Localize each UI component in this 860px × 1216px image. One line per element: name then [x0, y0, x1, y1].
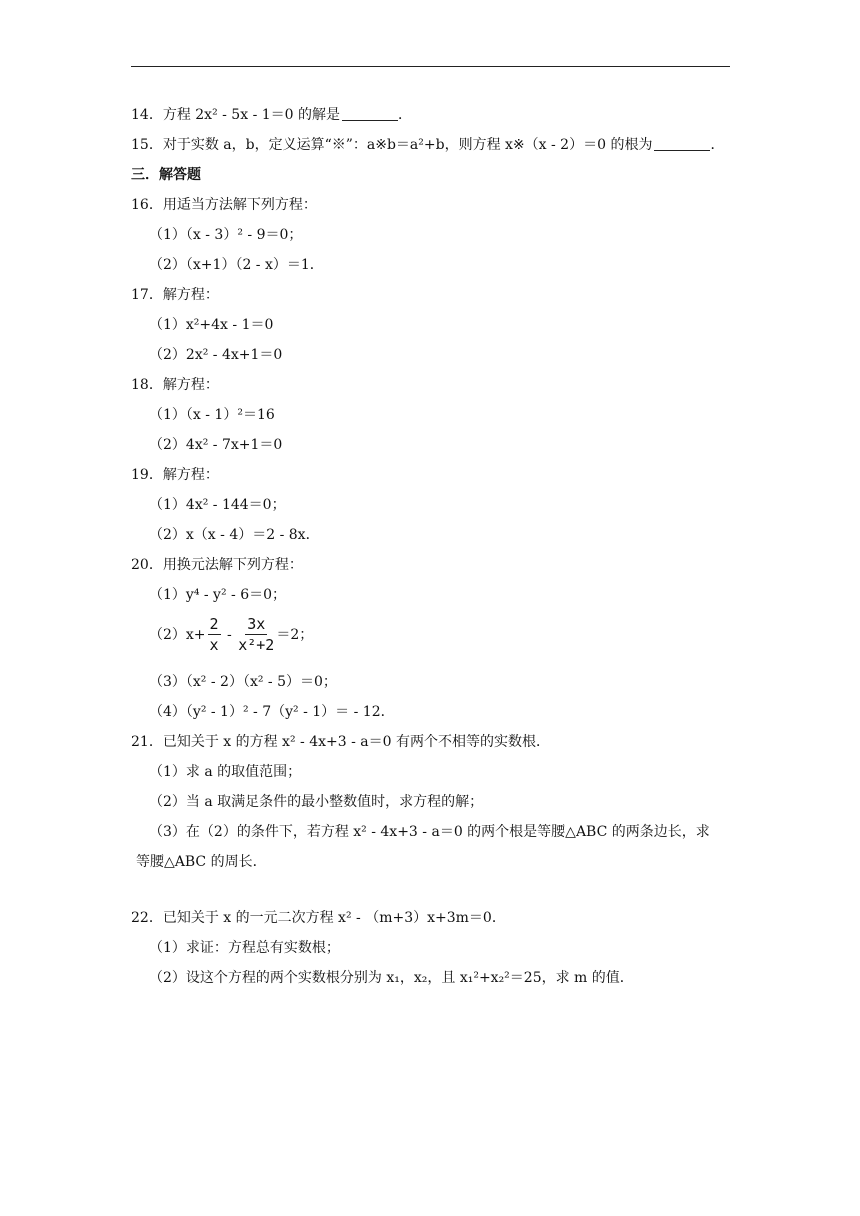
question-line-section3 — [131, 165, 201, 185]
question-20-part-2 — [149, 614, 313, 656]
question-text: 等腰△ABC 的周长． — [136, 854, 267, 870]
header-rule — [131, 66, 730, 67]
question-text: （1）求 a 的取值范围； — [149, 764, 302, 780]
question-line-q21-2 — [149, 792, 483, 812]
question-text: （1）求证：方程总有实数根； — [149, 940, 340, 956]
answer-blank[interactable] — [654, 136, 710, 151]
q20-2-prefix: （2）x+ — [149, 627, 206, 643]
q20-2-suffix: ＝2； — [276, 627, 314, 643]
question-text: 20．用换元法解下列方程： — [131, 557, 303, 573]
question-text: （1）y⁴ - y² - 6＝0； — [149, 587, 287, 603]
question-line-q19-2 — [149, 525, 320, 545]
question-text: （4）（y² - 1）² - 7（y² - 1）＝ - 12． — [149, 704, 395, 720]
question-line-q18-1 — [149, 405, 275, 425]
question-line-q21-3b — [136, 852, 267, 872]
question-text: （1）（x - 3）² - 9＝0； — [149, 227, 303, 243]
question-line-q16-1 — [149, 225, 302, 245]
question-text: （2）设这个方程的两个实数根分别为 x₁，x₂，且 x₁²+x₂²＝25，求 m 的值． — [149, 970, 634, 986]
fraction-denominator: x²+2 — [238, 636, 275, 654]
question-line-q15 — [131, 135, 724, 155]
question-line-q20-4 — [149, 702, 395, 722]
question-line-q22-1 — [149, 938, 340, 958]
question-text: （1）4x² - 144＝0； — [149, 497, 286, 513]
question-text: 15．对于实数 a，b，定义运算“※”：a※b＝a²+b，则方程 x※（x - 2）＝0 的根为 — [131, 137, 653, 153]
question-text: （3）（x² - 2）（x² - 5）＝0； — [149, 674, 337, 690]
fraction-denominator: x — [209, 636, 219, 654]
question-text: （2）4x² - 7x+1＝0 — [149, 437, 283, 453]
fraction-3x-over-x2-plus-2 — [238, 616, 274, 654]
question-line-q19-1 — [149, 495, 286, 515]
trailing-punctuation: ． — [710, 137, 725, 153]
question-text: （1）x²+4x - 1＝0 — [149, 317, 274, 333]
question-text: 21．已知关于 x 的方程 x² - 4x+3 - a＝0 有两个不相等的实数根． — [131, 734, 550, 750]
question-text: （2）当 a 取满足条件的最小整数值时，求方程的解； — [149, 794, 484, 810]
question-line-q20-3 — [149, 672, 337, 692]
question-line-q22-2 — [149, 968, 634, 988]
question-text: （3）在（2）的条件下，若方程 x² - 4x+3 - a＝0 的两个根是等腰△ABC 的两条边长，求 — [149, 824, 710, 840]
fraction-2-over-x — [208, 616, 221, 654]
question-text: 16．用适当方法解下列方程： — [131, 197, 317, 213]
question-line-q21-1 — [149, 762, 301, 782]
question-line-q21 — [131, 732, 550, 752]
question-line-q14 — [131, 105, 412, 125]
answer-blank[interactable] — [342, 106, 398, 121]
question-line-q21-3 — [149, 822, 710, 842]
question-line-q20-1 — [149, 585, 286, 605]
trailing-punctuation: ． — [398, 107, 413, 123]
question-text: （2）（x+1）（2 - x）＝1． — [149, 257, 324, 273]
question-text: （1）（x - 1）²＝16 — [149, 407, 275, 423]
question-line-q17-2 — [149, 345, 282, 365]
question-text: （2）x（x - 4）＝2 - 8x． — [149, 527, 320, 543]
question-line-q22 — [131, 908, 506, 928]
question-line-q16-2 — [149, 255, 324, 275]
minus-sign: - — [222, 627, 237, 643]
question-text: （2）2x² - 4x+1＝0 — [149, 347, 283, 363]
question-line-q20 — [131, 555, 303, 575]
question-text: 14．方程 2x² - 5x - 1＝0 的解是 — [131, 107, 341, 123]
question-text: 18．解方程： — [131, 377, 219, 393]
question-text: 17．解方程： — [131, 287, 219, 303]
question-line-q16 — [131, 195, 317, 215]
fraction-numerator: 2 — [209, 615, 219, 633]
question-line-q17-1 — [149, 315, 273, 335]
question-line-q17 — [131, 285, 219, 305]
question-text: 三．解答题 — [131, 167, 201, 183]
question-text: 19．解方程： — [131, 467, 219, 483]
fraction-numerator: 3x — [247, 615, 266, 633]
question-line-q19 — [131, 465, 219, 485]
question-line-q18 — [131, 375, 219, 395]
question-text: 22．已知关于 x 的一元二次方程 x² - （m+3）x+3m＝0． — [131, 910, 506, 926]
question-line-q18-2 — [149, 435, 282, 455]
